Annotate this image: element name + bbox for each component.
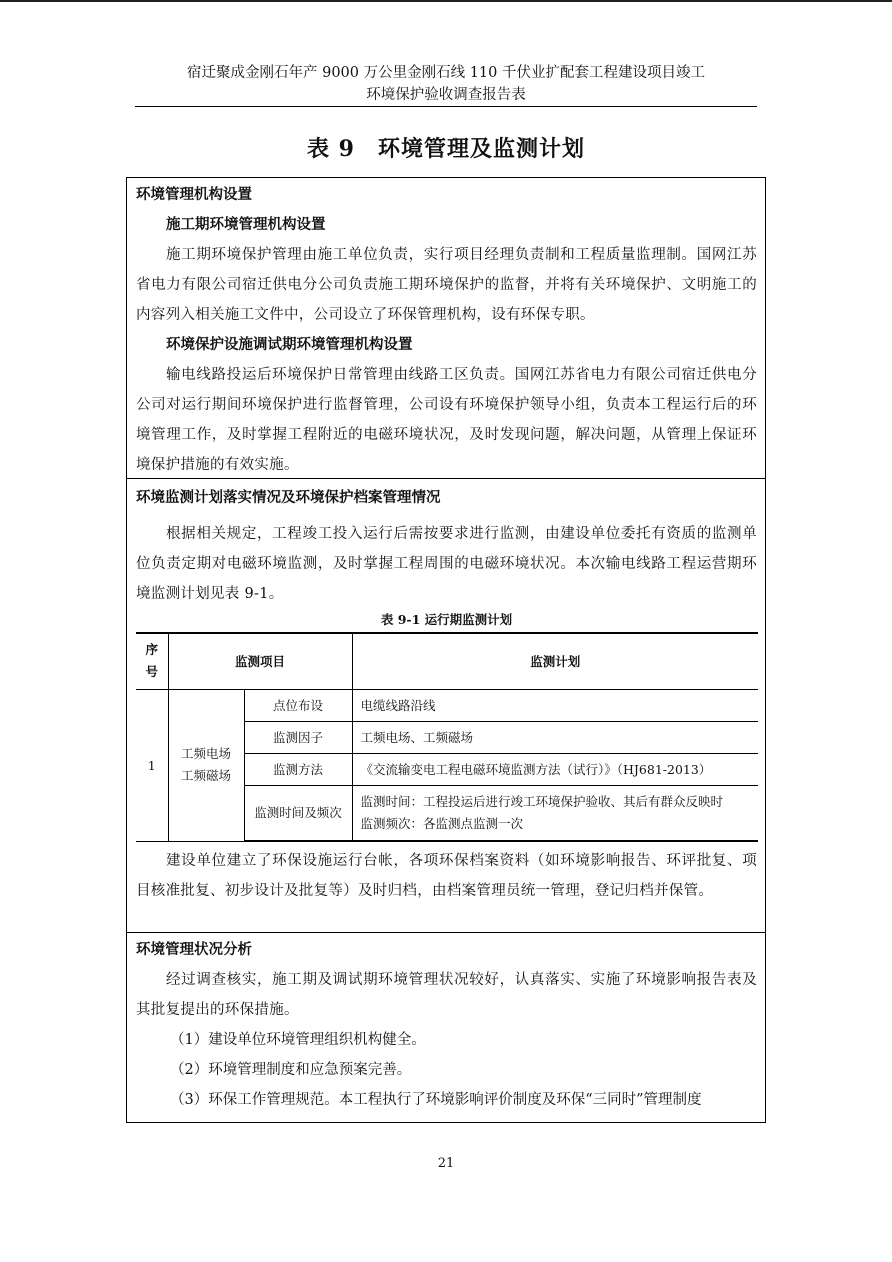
header-line-1: 宿迁聚成金刚石年产 9000 万公里金刚石线 110 千伏业扩配套工程建设项目竣工 (186, 65, 705, 81)
running-header (135, 62, 757, 106)
header-line-2: 环境保护验收调查报告表 (366, 87, 526, 103)
sub-value: 电缆线路沿线 (352, 689, 758, 721)
content-frame (126, 177, 766, 1123)
top-border-line (0, 0, 892, 2)
section-management-organization (127, 178, 765, 479)
paragraph-trial-run: 输电线路投运后环境保护日常管理由线路工区负责。国网江苏省电力有限公司宿迁供电分公司对运行期间环境保护进行监督管理，公司设有环境保护领导小组，负责本工程运行后的环境管理工作，及时掌握工程附近的电磁环境状况，及时发现问题，解决问题，从管理上保证环境保护措施的有效实施。 (136, 367, 757, 473)
sub-label: 监测时间及频次 (244, 785, 352, 841)
row-item: 工频电场 工频磁场 (168, 689, 244, 841)
subheading-trial-run: 环境保护设施调试期环境管理机构设置 (166, 336, 413, 353)
page-number: 21 (437, 1156, 455, 1171)
header-item: 监测项目 (168, 633, 352, 689)
table-caption: 表 9-1 运行期监测计划 (380, 612, 513, 627)
section-management-analysis (127, 933, 765, 1122)
paragraph-monitoring: 根据相关规定，工程竣工投入运行后需按要求进行监测，由建设单位委托有资质的监测单位负责定期对电磁环境监测，及时掌握工程周围的电磁环境状况。本次输电线路工程运营期环境监测计划见表 9-1。 (136, 526, 757, 602)
header-no: 序号 (136, 633, 168, 689)
table-header-row (136, 633, 758, 689)
monitoring-plan-table (136, 632, 758, 842)
paragraph-analysis: 经过调查核实，施工期及调试期环境管理状况较好，认真落实、实施了环境影响报告表及其批复提出的环保措施。 (136, 972, 757, 1018)
header-plan: 监测计划 (352, 633, 758, 689)
paragraph-archives: 建设单位建立了环保设施运行台帐，各项环保档案资料（如环境影响报告、环评批复、项目核准批复、初步设计及批复等）及时归档，由档案管理员统一管理，登记归档并保管。 (136, 853, 757, 899)
section-monitoring-plan (127, 479, 765, 933)
sub-label: 监测方法 (244, 753, 352, 785)
sub-value: 监测时间：工程投运后进行竣工环境保护验收、其后有群众反映时 监测频次：各监测点监测一次 (352, 785, 758, 841)
paragraph-construction: 施工期环境保护管理由施工单位负责，实行项目经理负责制和工程质量监理制。国网江苏省电力有限公司宿迁供电分公司负责施工期环境保护的监督，并将有关环境保护、文明施工的内容列入相关施工文件中，公司设立了环保管理机构，设有环保专职。 (136, 247, 757, 323)
page-title: 表 9 环境管理及监测计划 (307, 136, 585, 162)
section-heading: 环境管理状况分析 (136, 941, 252, 958)
table-row (136, 689, 758, 721)
subheading-construction: 施工期环境管理机构设置 (166, 216, 326, 233)
sub-label: 点位布设 (244, 689, 352, 721)
sub-label: 监测因子 (244, 721, 352, 753)
list-item: （3）环保工作管理规范。本工程执行了环境影响评价制度及环保“三同时”管理制度 (170, 1092, 702, 1108)
header-rule (135, 106, 757, 107)
row-no: 1 (136, 689, 168, 841)
section-heading: 环境管理机构设置 (136, 186, 252, 203)
list-item: （2）环境管理制度和应急预案完善。 (170, 1062, 412, 1078)
list-item: （1）建设单位环境管理组织机构健全。 (170, 1032, 426, 1048)
sub-value: 《交流输变电工程电磁环境监测方法（试行）》（HJ681-2013） (352, 753, 758, 785)
sub-value: 工频电场、工频磁场 (352, 721, 758, 753)
section-heading: 环境监测计划落实情况及环境保护档案管理情况 (136, 489, 441, 506)
